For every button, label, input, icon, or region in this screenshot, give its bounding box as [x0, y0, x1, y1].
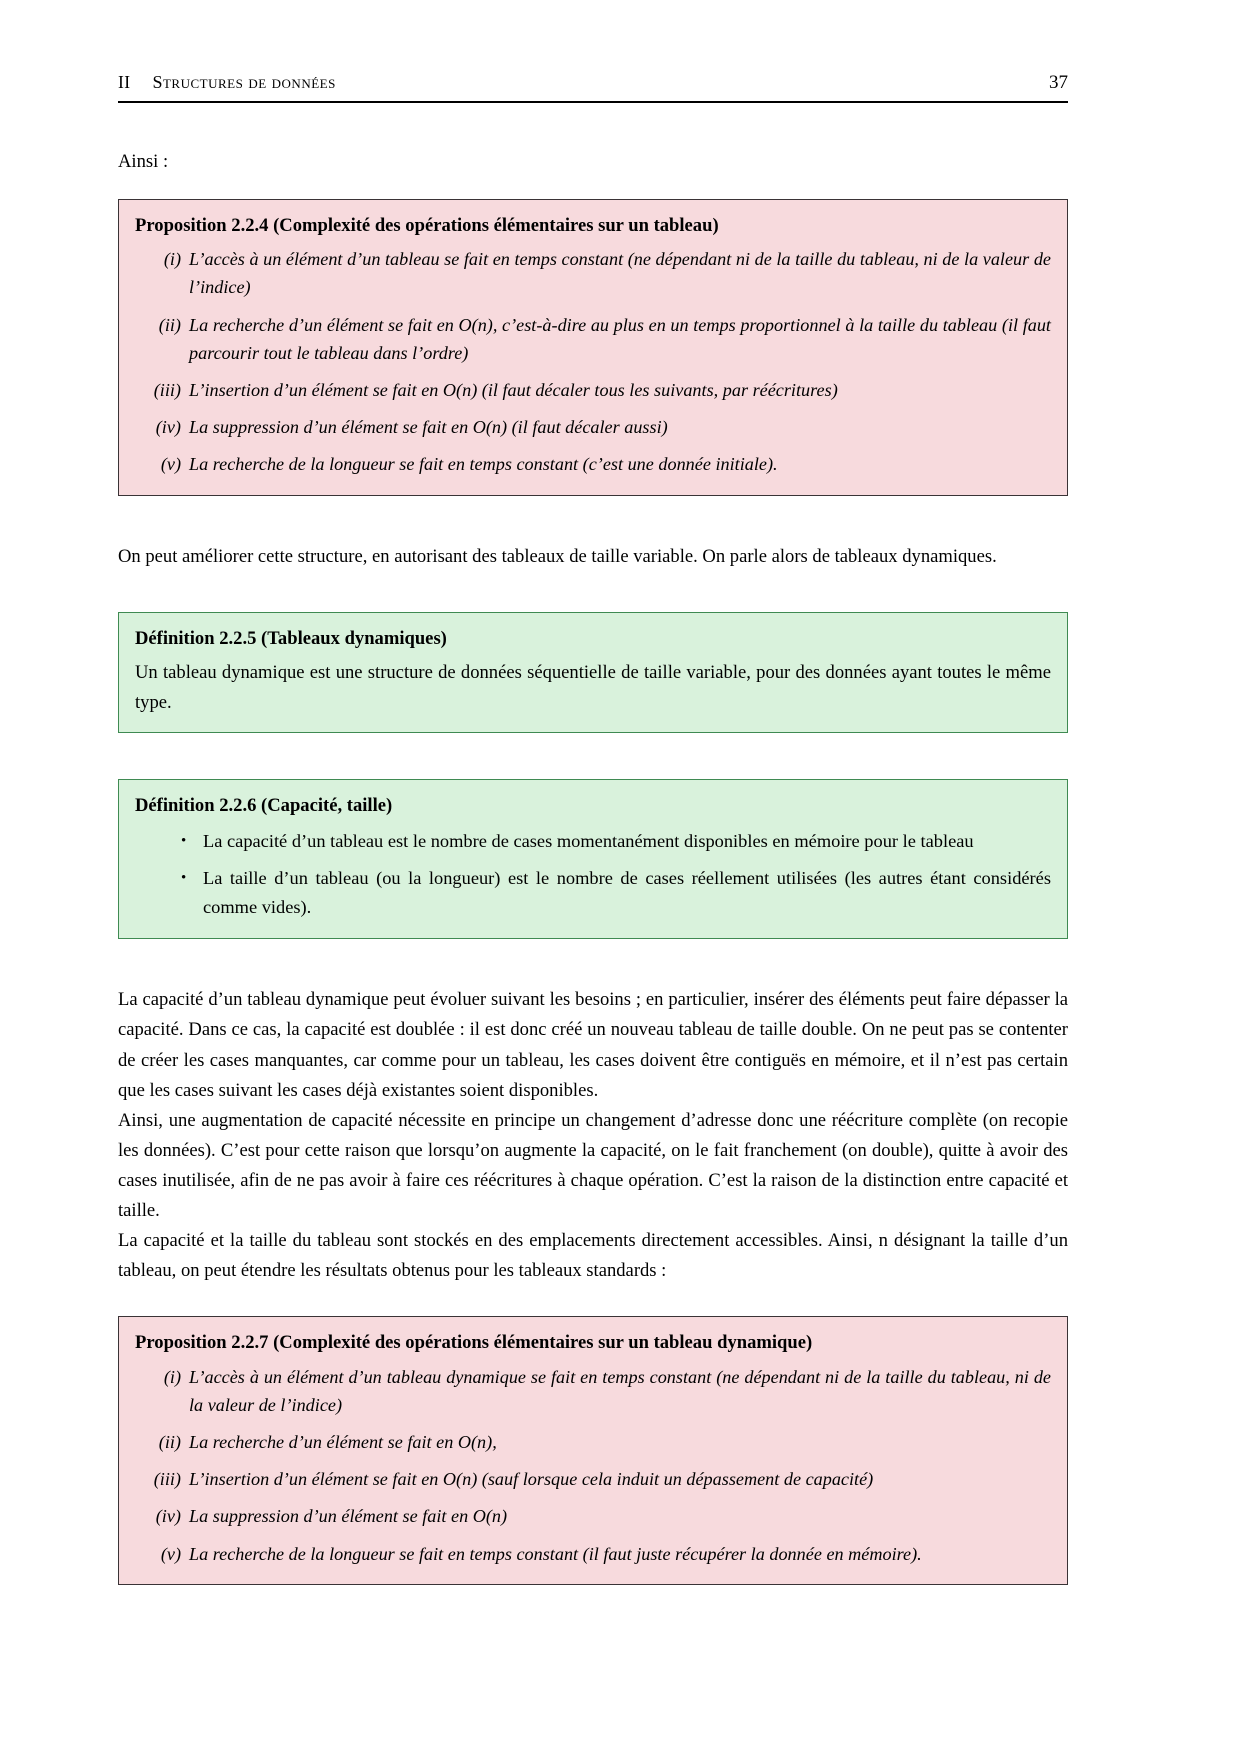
list-item-text: La suppression d’un élément se fait en O(n) — [189, 1506, 508, 1527]
proposition-227-title-label: Proposition — [135, 1332, 227, 1354]
proposition-box-224-inner — [135, 213, 1051, 479]
list-item-marker: (v) — [160, 1543, 181, 1564]
list-item — [135, 1465, 1051, 1493]
list-item-marker: (v) — [160, 454, 181, 475]
bullet-icon: • — [181, 833, 187, 850]
list-item-text: La suppression d’un élément se fait en O(n) (il faut décaler aussi) — [189, 417, 668, 438]
list-item-text: La recherche de la longueur se fait en temps constant (il faut juste récupérer la donnée en mémoire). — [189, 1543, 922, 1564]
definition-225-title-rest: (Tableaux dynamiques) — [261, 627, 447, 649]
list-item-text: La capacité d’un tableau est le nombre de cases momentanément disponibles en mémoire pour le tableau — [203, 831, 974, 852]
proposition-224-title-rest: (Complexité des opérations élémentaires sur un tableau) — [273, 215, 719, 237]
chapter-title: Structures de données — [152, 72, 336, 92]
definition-225-body: Un tableau dynamique est une structure de données séquentielle de taille variable, pour des données ayant toutes le même type. — [135, 661, 1051, 713]
definition-box-226-inner — [135, 793, 1051, 922]
paragraph-storage: La capacité et la taille du tableau sont stockés en des emplacements directement accessibles. Ainsi, n désignant la taille d’un tableau, on peut étendre les résultats obtenus pour les tableaux standards : — [118, 1230, 1068, 1282]
bullet-icon: • — [181, 870, 187, 887]
spacer — [118, 572, 1068, 612]
proposition-box-227-inner — [135, 1330, 1051, 1567]
definition-226-title-rest: (Capacité, taille) — [261, 795, 393, 817]
proposition-227-title-number: 2.2.7 — [231, 1332, 269, 1354]
spacer — [118, 1286, 1068, 1316]
list-item — [135, 376, 1051, 404]
list-item-text: La recherche de la longueur se fait en temps constant (c’est une donnée initiale). — [189, 454, 778, 475]
definition-box-225-inner — [135, 626, 1051, 718]
list-item-marker: (iv) — [155, 1506, 181, 1527]
list-item-marker: (ii) — [158, 314, 181, 335]
list-item-text: L’insertion d’un élément se fait en O(n) (sauf lorsque cela induit un dépassement de capacité) — [189, 1469, 874, 1490]
definition-225-title-label: Définition — [135, 627, 215, 649]
definition-226-list — [135, 827, 1051, 922]
proposition-box-224 — [118, 199, 1068, 496]
page-content — [118, 72, 1068, 1585]
list-item-text: L’accès à un élément d’un tableau dynamique se fait en temps constant (ne dépendant ni de la taille du tableau, ni de la valeur de l’indice) — [189, 1366, 1051, 1415]
list-item — [135, 1363, 1051, 1419]
list-item-marker: (i) — [163, 249, 181, 270]
definition-box-225 — [118, 612, 1068, 733]
list-item-text: L’insertion d’un élément se fait en O(n) (il faut décaler tous les suivants, par réécritures) — [189, 380, 838, 401]
running-header — [118, 72, 1068, 103]
list-item — [135, 450, 1051, 478]
list-item — [135, 413, 1051, 441]
proposition-224-title-label: Proposition — [135, 215, 227, 237]
list-item — [135, 827, 1051, 856]
list-item-text: L’accès à un élément d’un tableau se fait en temps constant (ne dépendant ni de la taille du tableau, ni de la valeur de l’indice) — [189, 249, 1051, 298]
list-item-marker: (iii) — [153, 380, 181, 401]
lead-line: Ainsi : — [118, 151, 169, 172]
spacer — [118, 496, 1068, 542]
proposition-227-title — [135, 1330, 1051, 1355]
definition-box-226 — [118, 779, 1068, 939]
spacer — [118, 733, 1068, 779]
running-header-left — [118, 72, 336, 93]
list-item — [135, 1502, 1051, 1530]
proposition-227-title-rest: (Complexité des opérations élémentaires sur un tableau dynamique) — [273, 1332, 813, 1354]
list-item-text: La recherche d’un élément se fait en O(n), c’est-à-dire au plus en un temps proportionnel à la taille du tableau (il faut parcourir tout le tableau dans l’ordre) — [189, 314, 1051, 363]
proposition-224-title — [135, 213, 1051, 238]
definition-226-title — [135, 793, 1051, 818]
paragraph-rewrite: Ainsi, une augmentation de capacité nécessite en principe un changement d’adresse donc une réécriture complète (on recopie les données). C’est pour cette raison que lorsqu’on augmente la capacité, on le fait franchement (on double), quitte à avoir des cases inutilisée, afin de ne pas avoir à faire ces réécritures à chaque opération. C’est la raison de la distinction entre capacité et taille. — [118, 1109, 1068, 1222]
list-item — [135, 1540, 1051, 1568]
proposition-227-list — [135, 1363, 1051, 1568]
definition-226-title-label: Définition — [135, 795, 215, 817]
list-item-text: La recherche d’un élément se fait en O(n), — [189, 1431, 497, 1452]
list-item-marker: (i) — [163, 1366, 181, 1387]
list-item-marker: (iv) — [155, 417, 181, 438]
list-item-marker: (iii) — [153, 1469, 181, 1490]
list-item-marker: (ii) — [158, 1431, 181, 1452]
paragraph-after-proposition-224: On peut améliorer cette structure, en autorisant des tableaux de taille variable. On parle alors de tableaux dynamiques. — [118, 545, 997, 567]
list-item-text: La taille d’un tableau (ou la longueur) est le nombre de cases réellement utilisées (les autres étant considérés comme vides). — [203, 868, 1051, 918]
chapter-number: II — [118, 72, 131, 92]
paragraph-capacity-evolution: La capacité d’un tableau dynamique peut évoluer suivant les besoins ; en particulier, insérer des éléments peut faire dépasser la capacité. Dans ce cas, la capacité est doublée : il est donc créé un nouveau tableau de taille double. On ne peut pas se contenter de créer les cases manquantes, car comme pour un tableau, les cases doivent être contiguës en mémoire, et il n’est pas certain que les cases suivant les cases déjà existantes soient disponibles. — [118, 989, 1068, 1101]
proposition-224-title-number: 2.2.4 — [231, 215, 269, 237]
list-item — [135, 311, 1051, 367]
list-item — [135, 1428, 1051, 1456]
page-number: 37 — [1049, 72, 1068, 93]
list-item — [135, 864, 1051, 922]
definition-226-title-number: 2.2.6 — [219, 795, 257, 817]
list-item — [135, 245, 1051, 301]
proposition-box-227 — [118, 1316, 1068, 1584]
spacer — [118, 939, 1068, 985]
body-paragraph-block — [118, 985, 1068, 1286]
proposition-224-list — [135, 245, 1051, 478]
definition-225-title-number: 2.2.5 — [219, 627, 257, 649]
definition-225-title — [135, 626, 1051, 651]
